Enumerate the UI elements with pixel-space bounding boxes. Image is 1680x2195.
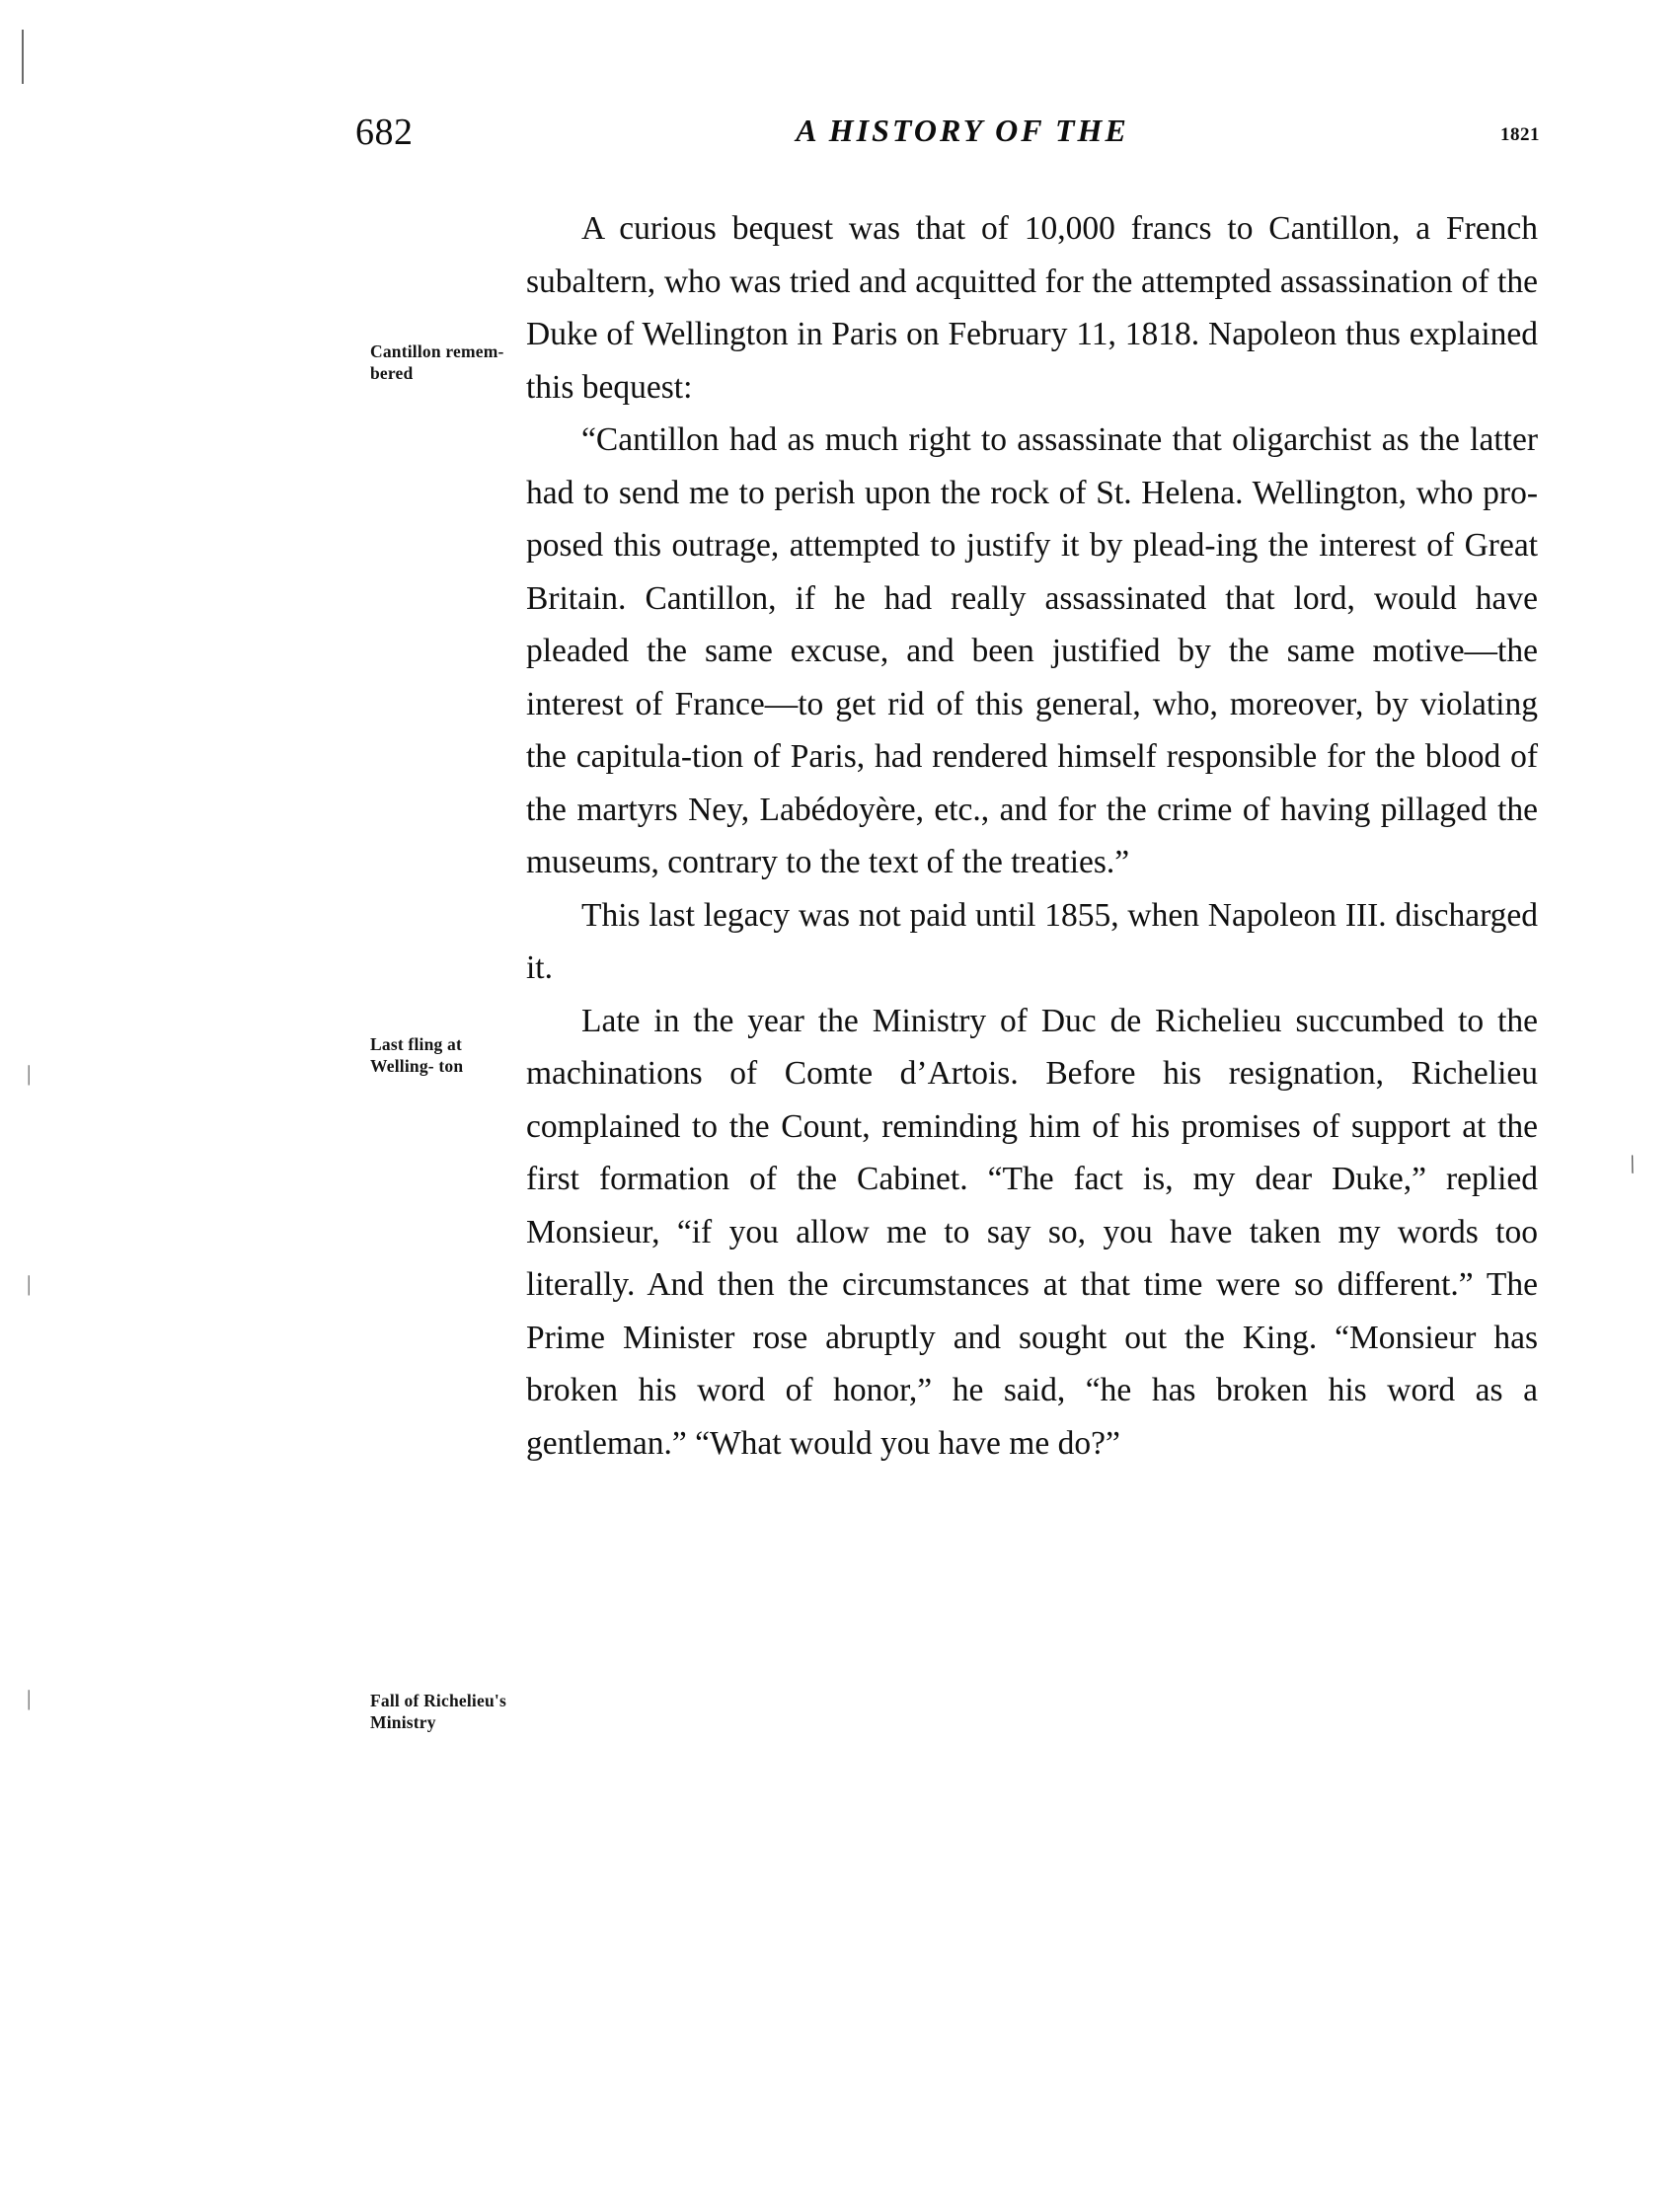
margin-tick-2: | — [27, 1271, 32, 1296]
margin-tick-3: | — [27, 1686, 32, 1710]
text-column — [526, 202, 1538, 1470]
paragraph: This last legacy was not paid until 1855, when Napoleon III. discharged it. — [526, 896, 1538, 986]
page-number: 682 — [355, 112, 414, 153]
sidenote-last-fling-at-wellington: Last fling at Welling- ton — [370, 1034, 464, 1076]
paragraph: Late in the year the Ministry of Duc de Richelieu succumbed to the machinations of Comte d’Artois. Before his resignation, Richelieu complained to the Count, reminding him of his promises of support at the first formation of the Cabinet. “The fact is, my dear Duke,” replied Monsieur, “if you allow me to say so, you have taken my words too literally. And then the circumstances at that time were so different.” The Prime Minister rose abruptly and sought out the King. “Monsieur has broken his word of honor,” he said, “he has broken his word as a gentleman.” “What would you have me do?” — [526, 1002, 1538, 1462]
running-title: A HISTORY OF THE — [796, 113, 1129, 148]
margin-slash-mark: \ — [1624, 1149, 1641, 1179]
page-header — [355, 111, 1540, 160]
page-year: 1821 — [1500, 124, 1540, 145]
margin-tick-1: | — [27, 1061, 32, 1086]
paragraph: “Cantillon had as much right to assassinate that oligarchist as the latter had to send me to perish upon the rock of St. Helena. Wellington, who pro-posed this outrage, attempted to justify it by plead-ing the interest of Great Britain. Cantillon, if he had really assassinated that lord, would have pleaded the same excuse, and been justified by the same motive—the interest of France—to get rid of this general, who, moreover, by violating the capitula-tion of Paris, had rendered himself responsible for the blood of the martyrs Ney, Labédoyère, etc., and for the crime of having pillaged the museums, contrary to the text of the treaties.” — [526, 421, 1538, 880]
paragraph: A curious bequest was that of 10,000 francs to Cantillon, a French subaltern, who was tried and acquitted for the attempted assassination of the Duke of Wellington in Paris on February 11, 1818. Napoleon thus explained this bequest: — [526, 210, 1538, 406]
sidenote-fall-of-richelieus-ministry: Fall of Richelieu's Ministry — [370, 1691, 506, 1732]
page-edge-mark — [22, 30, 24, 84]
sidenote-cantillon-remembered: Cantillon remem- bered — [370, 341, 504, 383]
